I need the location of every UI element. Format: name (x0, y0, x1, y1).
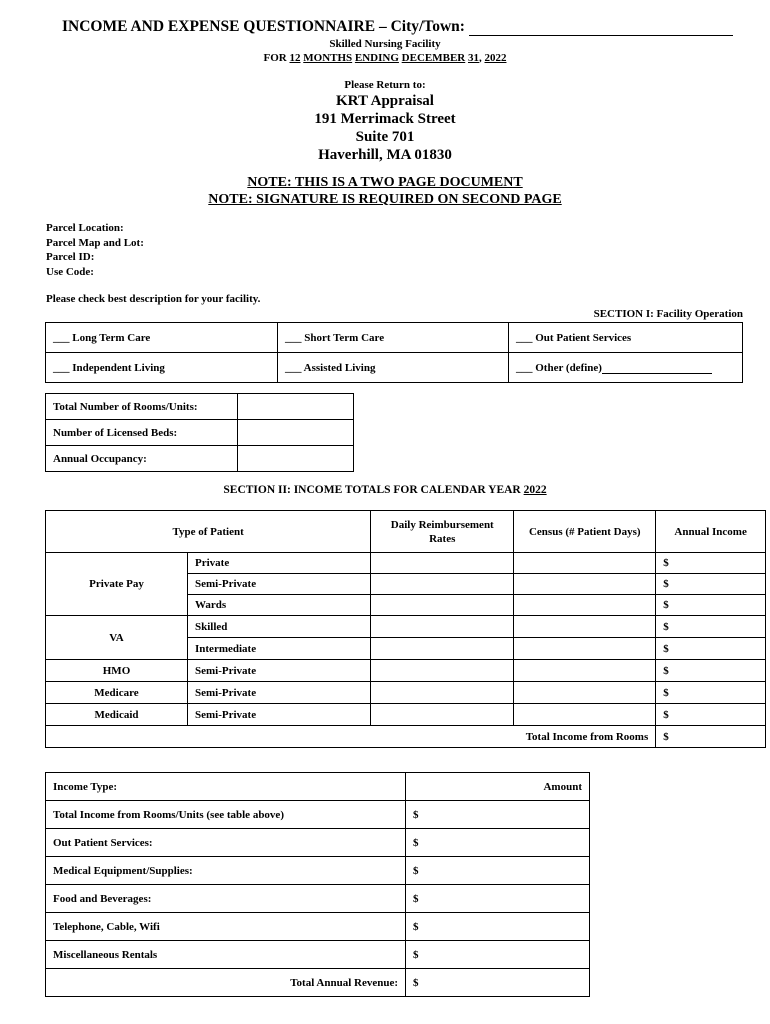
parcel-info (46, 221, 144, 279)
row-out-patient: Out Patient Services: (46, 829, 406, 857)
income-cell[interactable]: $ (656, 660, 766, 682)
option-other[interactable]: ___ Other (define) (509, 353, 743, 383)
subtitle: Skilled Nursing Facility (329, 38, 441, 50)
rate-cell[interactable] (371, 638, 514, 660)
census-cell[interactable] (514, 682, 656, 704)
income-type-table (45, 772, 590, 997)
income-cell[interactable]: $ (656, 553, 766, 574)
income-totals-table (45, 510, 766, 748)
return-label: Please Return to: (344, 79, 426, 91)
header-census: Census (# Patient Days) (514, 511, 656, 553)
note-signature: NOTE: SIGNATURE IS REQUIRED ON SECOND PAGE (208, 192, 562, 207)
rate-cell[interactable] (371, 660, 514, 682)
census-cell[interactable] (514, 638, 656, 660)
total-income-rooms-cell[interactable]: $ (656, 726, 766, 748)
amount-cell[interactable]: $ (406, 941, 590, 969)
income-cell[interactable]: $ (656, 682, 766, 704)
sub-skilled: Skilled (188, 616, 371, 638)
section1-title: SECTION I: Facility Operation (593, 308, 743, 320)
title-text: INCOME AND EXPENSE QUESTIONNAIRE – City/Town: (62, 18, 465, 35)
rate-cell[interactable] (371, 704, 514, 726)
option-short-term-care[interactable]: ___ Short Term Care (278, 323, 509, 353)
header-income-type: Income Type: (46, 773, 406, 801)
amount-cell[interactable]: $ (406, 857, 590, 885)
option-independent-living[interactable]: ___ Independent Living (46, 353, 278, 383)
page-title (62, 18, 733, 36)
note-two-pages: NOTE: THIS IS A TWO PAGE DOCUMENT (247, 175, 523, 190)
facility-instruction: Please check best description for your facility. (46, 293, 261, 305)
rate-cell[interactable] (371, 616, 514, 638)
rate-cell[interactable] (371, 682, 514, 704)
total-annual-revenue-cell[interactable]: $ (406, 969, 590, 997)
sub-semi-private: Semi-Private (188, 682, 371, 704)
parcel-map-lot-label: Parcel Map and Lot: (46, 236, 144, 249)
sub-private: Private (188, 553, 371, 574)
income-cell[interactable]: $ (656, 595, 766, 616)
annual-occupancy-input[interactable] (238, 446, 354, 472)
section2-title: SECTION II: INCOME TOTALS FOR CALENDAR YEAR 2022 (223, 484, 547, 496)
group-medicaid: Medicaid (46, 704, 188, 726)
amount-cell[interactable]: $ (406, 913, 590, 941)
licensed-beds-label: Number of Licensed Beds: (46, 420, 238, 446)
group-medicare: Medicare (46, 682, 188, 704)
header-type-of-patient: Type of Patient (46, 511, 371, 553)
row-total-income-rooms: Total Income from Rooms/Units (see table above) (46, 801, 406, 829)
census-cell[interactable] (514, 553, 656, 574)
income-cell[interactable]: $ (656, 704, 766, 726)
header-annual-income: Annual Income (656, 511, 766, 553)
facility-counts-table (45, 393, 354, 472)
option-out-patient[interactable]: ___ Out Patient Services (509, 323, 743, 353)
census-cell[interactable] (514, 660, 656, 682)
city-town-field[interactable] (469, 19, 733, 36)
sub-intermediate: Intermediate (188, 638, 371, 660)
header-amount: Amount (406, 773, 590, 801)
header-daily-rates: Daily Reimbursement Rates (371, 511, 514, 553)
row-telephone: Telephone, Cable, Wifi (46, 913, 406, 941)
row-medical-equipment: Medical Equipment/Supplies: (46, 857, 406, 885)
sub-semi-private: Semi-Private (188, 704, 371, 726)
total-rooms-input[interactable] (238, 394, 354, 420)
group-hmo: HMO (46, 660, 188, 682)
annual-occupancy-label: Annual Occupancy: (46, 446, 238, 472)
return-street: 191 Merrimack Street (314, 111, 456, 127)
census-cell[interactable] (514, 616, 656, 638)
return-suite: Suite 701 (355, 129, 415, 145)
income-cell[interactable]: $ (656, 638, 766, 660)
sub-semi-private: Semi-Private (188, 574, 371, 595)
rate-cell[interactable] (371, 595, 514, 616)
return-city: Haverhill, MA 01830 (318, 147, 452, 163)
amount-cell[interactable]: $ (406, 801, 590, 829)
rate-cell[interactable] (371, 574, 514, 595)
parcel-location-label: Parcel Location: (46, 222, 124, 234)
total-rooms-label: Total Number of Rooms/Units: (46, 394, 238, 420)
total-income-rooms-label: Total Income from Rooms (46, 726, 656, 748)
census-cell[interactable] (514, 704, 656, 726)
census-cell[interactable] (514, 595, 656, 616)
option-assisted-living[interactable]: ___ Assisted Living (278, 353, 509, 383)
option-long-term-care[interactable]: ___ Long Term Care (46, 323, 278, 353)
group-private-pay: Private Pay (46, 553, 188, 616)
sub-wards: Wards (188, 595, 371, 616)
return-name: KRT Appraisal (336, 93, 434, 109)
amount-cell[interactable]: $ (406, 885, 590, 913)
row-misc-rentals: Miscellaneous Rentals (46, 941, 406, 969)
use-code-label: Use Code: (46, 265, 94, 278)
census-cell[interactable] (514, 574, 656, 595)
row-food-beverages: Food and Beverages: (46, 885, 406, 913)
parcel-id-label: Parcel ID: (46, 251, 95, 263)
income-cell[interactable]: $ (656, 616, 766, 638)
licensed-beds-input[interactable] (238, 420, 354, 446)
facility-type-table (45, 322, 743, 383)
group-va: VA (46, 616, 188, 660)
rate-cell[interactable] (371, 553, 514, 574)
total-annual-revenue-label: Total Annual Revenue: (46, 969, 406, 997)
income-cell[interactable]: $ (656, 574, 766, 595)
period-line: FOR 12 MONTHS ENDING DECEMBER 31, 2022 (263, 52, 507, 64)
sub-semi-private: Semi-Private (188, 660, 371, 682)
amount-cell[interactable]: $ (406, 829, 590, 857)
